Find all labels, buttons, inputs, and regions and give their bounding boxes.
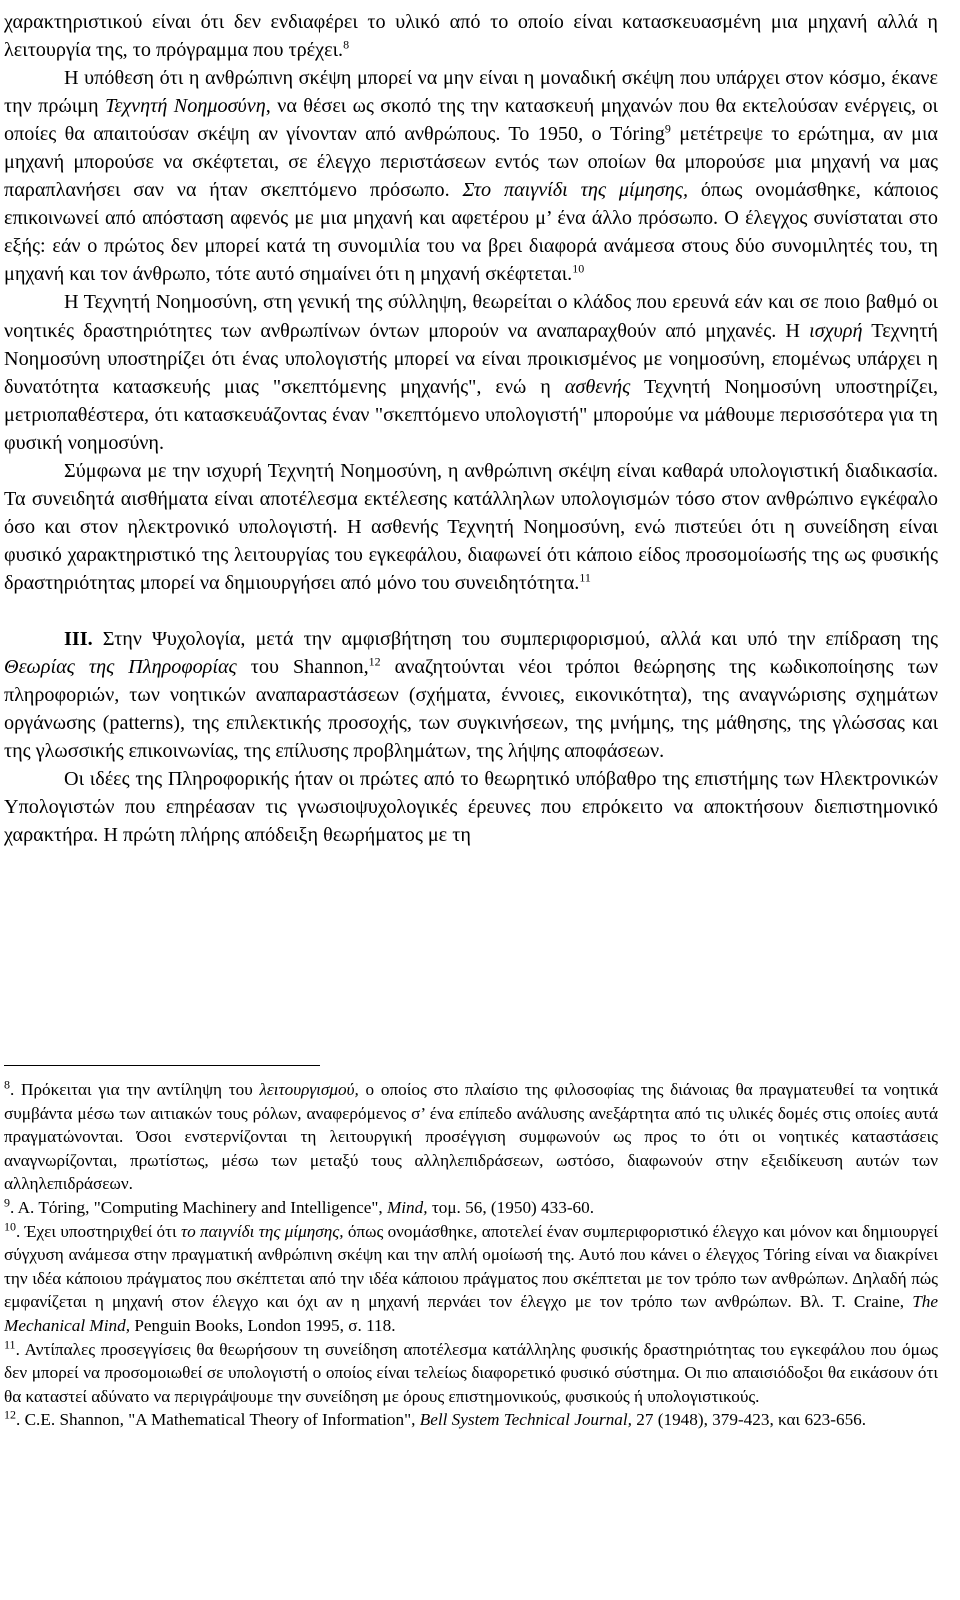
paragraph: Η υπόθεση ότι η ανθρώπινη σκέψη μπορεί να μην είναι η μοναδική σκέψη που υπάρχει στον κόσμο, έκανε την πρώιμη Τεχνητή Νοημοσύνη, να θέσει ως σκοπό της την κατασκευή μηχανών που θα εκτελούσαν ενέργεις, οι οποίες θα απαιτούσαν σκέψη αν γίνονταν από ανθρώπους. Το 1950, ο Tόring$^9$ μετέτρεψε το ερώτημα, αν μια μηχανή μπορούσε να σκέφτεται, σε έλεγχο περιστάσεων εντός των οποίων θα μπορούσε μια μηχανή να μας παραπλανήσει σαν να ήταν σκεπτόμενο πρόσωπο. Στο παιγνίδι της μίμησης, όπως ονομάσθηκε, κάποιος επικοινωνεί από απόσταση αφενός με μια μηχανή και αφετέρου μ’ ένα άλλο πρόσωπο. Ο έλεγχος συνίσταται στο εξής: εάν ο πρώτος δεν μπορεί κατά τη συνομιλία του να βρει διαφορά ανάμεσα στους δύο συνομιλητές του, τη μηχανή και τον άνθρωπο, τότε αυτό σημαίνει ότι η μηχανή σκέφτεται.$^{10}$: [4, 67, 938, 286]
section-number: III.: [64, 627, 93, 650]
footnote-ref[interactable]: 8: [343, 37, 350, 52]
footnote-ref[interactable]: 12: [368, 654, 381, 669]
footnote-10: $^{10}$. Έχει υποστηριχθεί ότι το παιγνίδι της μίμησης, όπως ονομάσθηκε, αποτελεί έναν συμπεριφοριστικό έλεγχο και μόνον και δημιουργεί σύγχυση ανάμεσα στην πραγματική ανθρώπινη σκέψη και την απλή ομοίωσή της. Αυτό που κάνει ο έλεγχος Tόring είναι να διακρίνει την ιδέα κάποιου πράγματος που σκέπτεται από την ιδέα κάποιου πράγματος που σκέπτεται με τον τρόπο των ανθρώπων. Δηλαδή πώς εμφανίζεται η μηχανή στον έλεγχο και όχι αν η μηχανή περνάει τον έλεγχο με τον τρόπο των ανθρώπων. Βλ. T. Craine, The Mechanical Mind, Penguin Books, London 1995, σ. 118.: [4, 1218, 939, 1335]
paragraph: Σύμφωνα με την ισχυρή Τεχνητή Νοημοσύνη, η ανθρώπινη σκέψη είναι καθαρά υπολογιστική διαδικασία. Τα συνειδητά αισθήματα είναι αποτέλεσμα εκτέλεσης κατάλληλων υπολογισμών τόσο στον ανθρώπινο εγκέφαλο όσο και στον ηλεκτρονικό υπολογιστή. Η ασθενής Τεχνητή Νοημοσύνη, ενώ πιστεύει ότι η συνείδηση είναι φυσικό χαρακτηριστικό της λειτουργίας του εγκεφάλου, διαφωνεί ότι κάποιο είδος προσομοίωσής της ως φυσικής δραστηριότητας μπορεί να δημιουργήσει από μόνο του συνειδητότητα.$^{11}$: [4, 459, 938, 594]
footnote-8: $^8$. Πρόκειται για την αντίληψη του λειτουργισμού, ο οποίος στο πλαίσιο της φιλοσοφίας της διάνοιας θα πραγματευθεί τα νοητικά συμβάντα μέσω των αιτιακών τους ρόλων, αναφερόμενος σ’ ένα επίπεδο ανάλυσης ανεξάρτητα από τις υλικές δομές στις οποίες αυτά πραγματώνονται. Όσοι ενστερνίζονται τη λειτουργική προσέγγιση συμφωνούν ως προς το ότι οι νοητικές καταστάσεις αναγνωρίζονται, πρωτίστως, μέσω των μεταξύ τους αλληλεπιδράσεων, ωστόσο, διαφωνούν στην εξειδίκευση αυτών των αλληλεπιδράσεων.: [4, 1077, 938, 1194]
footnote-separator: [4, 1065, 320, 1066]
footnote-ref[interactable]: 11: [579, 570, 591, 585]
paragraph: Οι ιδέες της Πληροφορικής ήταν οι πρώτες από το θεωρητικό υπόβαθρο της επιστήμης των Ηλεκτρονικών Υπολογιστών που επηρέασαν τις γνωσιοψυχολογικές έρευνες που επρόκειτο να αποκτήσουν διεπιστημονικό χαρακτήρα. Η πρώτη πλήρης απόδειξη θεωρήματος με τη: [4, 768, 938, 847]
footnote-9: $^9$. A. Tόring, "Computing Machinery and Intelligence", Mind, τομ. 56, (1950) 433-60.: [4, 1195, 595, 1217]
footnote-ref[interactable]: 9: [664, 121, 671, 136]
footnote-ref[interactable]: 10: [572, 261, 585, 276]
section-paragraph: III. Στην Ψυχολογία, μετά την αμφισβήτηση του συμπεριφορισμού, αλλά και υπό την επίδραση της Θεωρίας της Πληροφορίας του Shannon,$^{12}$ αναζητούνται νέοι τρόποι θεώρησης της κωδικοποίησης των πληροφοριών, των νοητικών αναπαραστάσεων (σχήματα, έννοιες, εικονικότητα), της αναγνώρισης σχημάτων οργάνωσης (patterns), της επιλεκτικής προσοχής, των συγκινήσεων, της μνήμης, της μάθησης, της γλώσσας και της γλωσσικής επικοινωνίας, της επίλυσης προβλημάτων, της λήψης αποφάσεων.: [4, 627, 939, 763]
main-text: [4, 8, 938, 849]
paragraph: Η Τεχνητή Νοημοσύνη, στη γενική της σύλληψη, θεωρείται ο κλάδος που ερευνά εάν και σε ποιο βαθμό οι νοητικές δραστηριότητες των ανθρωπίνων όντων μπορούν να αναπαραχθούν από μηχανές. Η ισχυρή Τεχνητή Νοημοσύνη υποστηρίζει ότι ένας υπολογιστής μπορεί να είναι προικισμένος με νοημοσύνη, επομένως υπάρχει η δυνατότητα κατασκευής μιας "σκεπτόμενης μηχανής", ενώ η ασθενής Τεχνητή Νοημοσύνη υποστηρίζει, μετριοπαθέστερα, ότι κατασκευάζοντας έναν "σκεπτόμενο υπολογιστή" μπορούμε να μάθουμε περισσότερα για τη φυσική νοημοσύνη.: [4, 291, 938, 454]
paragraph: χαρακτηριστικού είναι ότι δεν ενδιαφέρει το υλικό από το οποίο είναι κατασκευασμένη μια μηχανή αλλά η λειτουργία της, το πρόγραμμα που τρέχει.$^8$: [4, 11, 938, 62]
footnote-11: $^{11}$. Αντίπαλες προσεγγίσεις θα θεωρήσουν τη συνείδηση αποτέλεσμα κατάλληλης φυσικής δραστηριότητας του εγκεφάλου που όμως δεν μπορεί να προσομοιωθεί σε υπολογιστή ο οποίος είναι τελείως διαφορετικό φυσικό σύστημα. Οι πιο απαισιόδοξοι θα εικάσουν ότι θα καταστεί αδύνατο να περιγράψουμε την συνείδηση με όρους επιστημονικούς, φυσικούς ή υπολογιστικούς.: [4, 1336, 938, 1406]
footnotes: [4, 1065, 938, 1432]
section-gap: [4, 597, 938, 625]
footnote-12: $^{12}$. C.E. Shannon, "A Mathematical Theory of Information", Bell System Technical Journal, 27 (1948), 379-423, και 623-656.: [4, 1407, 867, 1430]
